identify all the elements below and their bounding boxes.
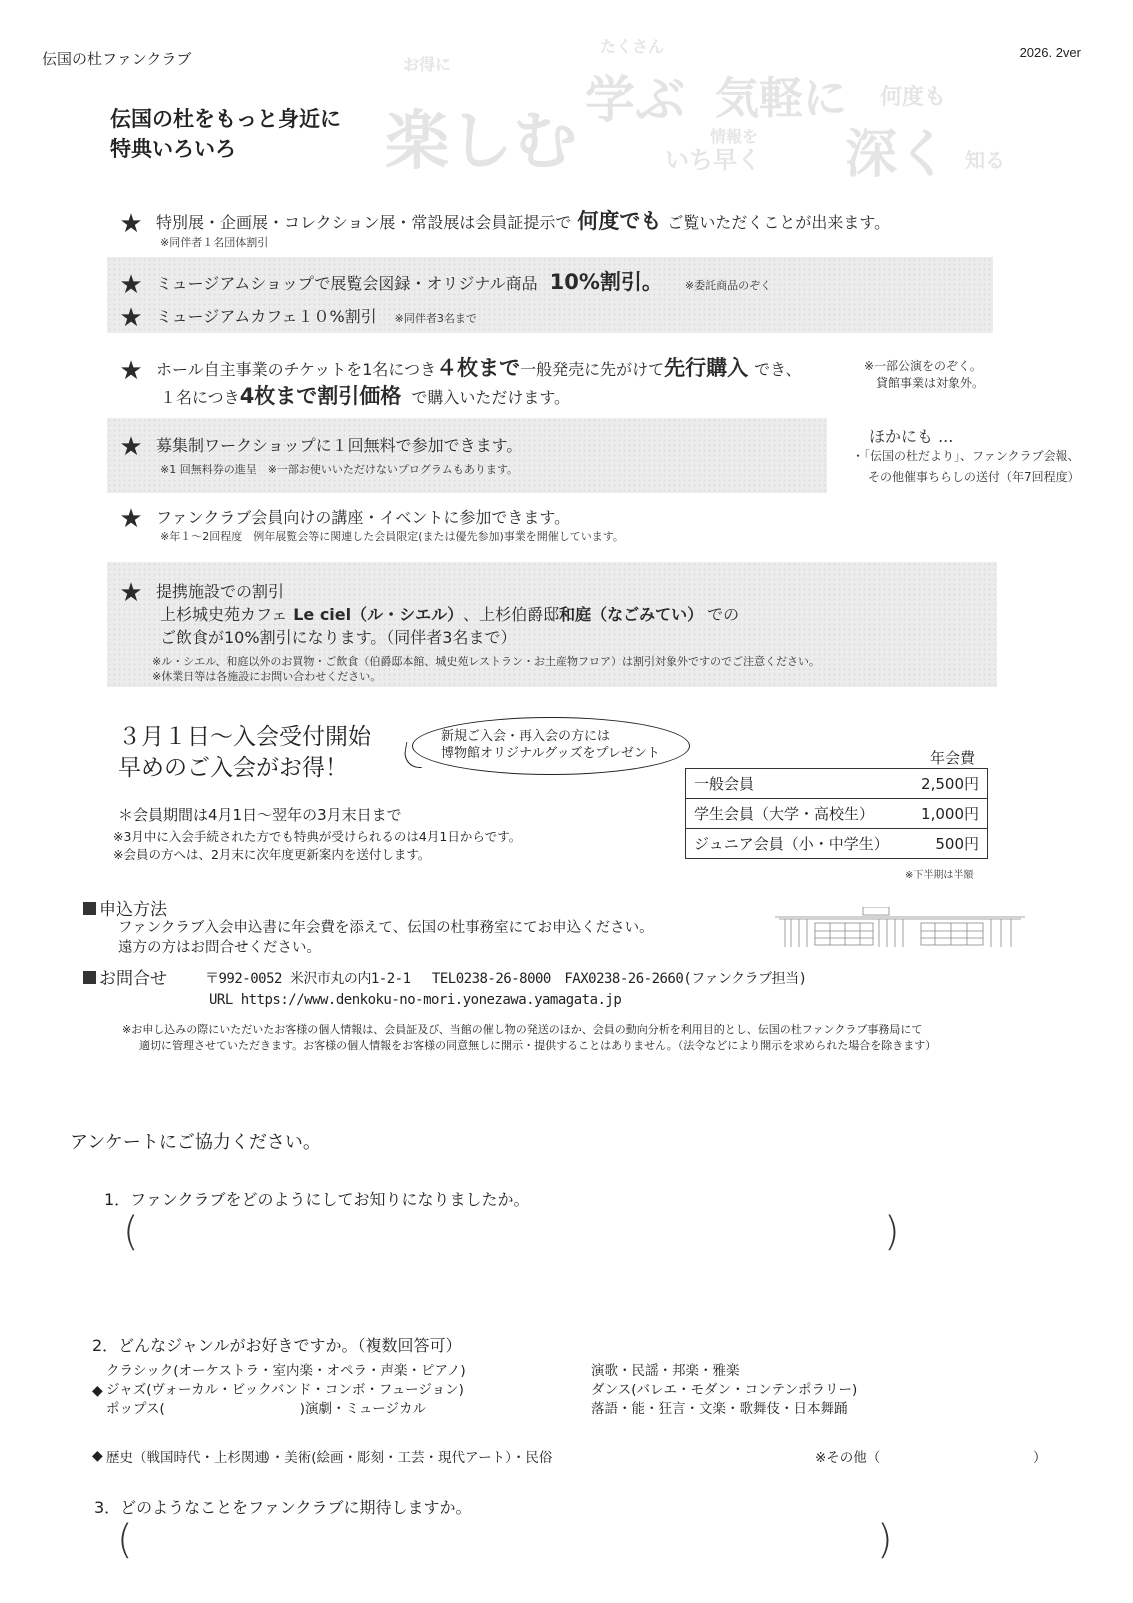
apply-heading	[83, 895, 167, 920]
genre-other-close: ）	[1033, 1450, 1047, 1466]
contact-heading	[83, 964, 167, 989]
benefit-text: 特別展・企画展・コレクション展・常設展は会員証提示で	[156, 213, 572, 232]
fee-row	[686, 799, 988, 829]
star-icon: ★	[119, 504, 143, 534]
genre-options-right[interactable]	[354, 1362, 857, 1419]
genre-option-art[interactable]: ）・美術(絵画・彫刻・工芸・現代アート）・民俗	[264, 1450, 553, 1466]
watermark-text: 気軽に	[715, 73, 847, 124]
apply-line: ファンクラブ入会申込書に年会費を添えて、伝国の杜事務室にてお申込ください。	[118, 920, 654, 936]
privacy-notice	[122, 1022, 1042, 1054]
answer-field-q1[interactable]	[145, 1218, 875, 1254]
answer-paren-close: )	[877, 1517, 893, 1563]
benefit-text: ミュージアムショップで展覧会図録・オリジナル商品	[156, 274, 538, 293]
benefit-text: ご覧いただくことが出来ます。	[667, 213, 891, 232]
benefit-emphasis: 和庭（なごみてい）	[559, 605, 704, 624]
benefit-text: ご飲食が10%割引になります。（同伴者3名まで）	[160, 628, 517, 647]
org-name: 伝国の杜ファンクラブ	[42, 50, 192, 68]
benefit-text: で購入いただけます。	[411, 388, 571, 407]
watermark-text: 情報を	[710, 127, 759, 146]
benefit-item-line	[160, 625, 516, 648]
contact-title: お問合せ	[99, 969, 167, 989]
enrollment-notes	[113, 828, 521, 864]
genre-option[interactable]: ダンス(バレエ・モダン・コンテンポラリー)	[591, 1382, 858, 1398]
fee-title: 年会費	[930, 749, 976, 767]
version-label: 2026. 2ver	[1019, 45, 1081, 60]
other-benefits-title: ほかにも ...	[869, 427, 954, 446]
other-benefits	[852, 428, 1080, 486]
watermark-text: いち早く	[665, 146, 761, 174]
answer-paren-close: )	[884, 1209, 900, 1255]
benefit-note: ※同伴者3名まで	[394, 312, 477, 325]
benefit-note: ※年１～2回程度 例年展覧会等に関連した会員限定(または優先参加)事業を開催しています。	[160, 530, 624, 543]
answer-paren-open: (	[117, 1517, 133, 1563]
genre-option-history[interactable]: 歴史（戦国時代・上杉関連	[106, 1450, 268, 1466]
building-illustration	[775, 907, 1025, 949]
benefit-note: ※休業日等は各施設にお問い合わせください。	[152, 670, 382, 683]
benefit-note: ※同伴者１名団体割引	[160, 236, 269, 249]
membership-period: ＊会員期間は4月1日～翌年の3月末日まで	[118, 806, 402, 824]
apply-line: 遠方の方はお問合せください。	[118, 940, 321, 956]
benefit-text: １名につき	[160, 388, 240, 407]
benefit-item-line2	[160, 380, 570, 410]
benefit-emphasis: ４枚まで	[436, 356, 521, 380]
other-benefits-line: ・「伝国の杜だより」、ファンクラブ会報、	[852, 449, 1080, 463]
fee-label: ジュニア会員（小・中学生）	[686, 829, 909, 859]
answer-paren-open: (	[123, 1209, 139, 1255]
diamond-bullet-icon: ◆	[92, 1383, 103, 1399]
benefit-text: ファンクラブ会員向けの講座・イベントに参加できます。	[156, 508, 571, 527]
headline-line: 伝国の杜をもっと身近に	[110, 107, 341, 131]
benefit-emphasis: 先行購入	[664, 356, 749, 380]
benefit-text: 一般発売に先がけて	[520, 360, 665, 379]
star-icon: ★	[119, 303, 143, 333]
apply-body	[118, 918, 654, 958]
bubble-line: 新規ご入会・再入会の方には	[441, 729, 611, 744]
side-note-line: ※一部公演をのぞく。	[864, 359, 982, 373]
star-icon: ★	[119, 432, 143, 462]
benefit-text: 、上杉伯爵邸	[463, 605, 560, 624]
benefit-text: ホール自主事業のチケットを1名につき	[156, 360, 437, 379]
gift-speech-bubble	[412, 717, 690, 775]
fee-row	[686, 829, 988, 859]
benefit-emphasis: Le ciel（ル・シエル）	[293, 605, 464, 624]
benefit-note: ※1 回無料券の進呈 ※一部お使いいただけないプログラムもあります。	[160, 463, 518, 476]
privacy-line: ※お申し込みの際にいただいたお客様の個人情報は、会員証及び、当館の催し物の発送のほか、会員の動向分析を利用目的とし、伝国の杜ファンクラブ事務局にて	[122, 1023, 923, 1036]
benefit-note: ※ル・シエル、和庭以外のお買物・ご飲食（伯爵邸本館、城史苑レストラン・お土産物フロア）は割引対象外ですのでご注意ください。	[152, 655, 821, 668]
fee-note: ※下半期は半額	[905, 870, 974, 881]
diamond-bullet-icon: ◆	[92, 1448, 103, 1464]
benefit-item	[118, 266, 772, 300]
headline-line: 特典いろいろ	[110, 137, 236, 161]
page-headline	[110, 104, 341, 164]
square-bullet-icon	[83, 971, 96, 984]
star-icon: ★	[119, 356, 143, 386]
fee-label: 学生会員（大学・高校生）	[686, 799, 909, 829]
benefit-item	[118, 430, 523, 462]
benefit-emphasis: 何度でも	[577, 209, 662, 233]
answer-field-q3[interactable]	[140, 1526, 870, 1562]
benefit-item	[118, 502, 571, 534]
enrollment-note: ※会員の方へは、2月末に次年度更新案内を送付します。	[113, 847, 431, 862]
fee-table	[685, 768, 988, 859]
genre-option[interactable]: ジャズ(ヴォーカル・ビックバンド・コンボ・フュージョン)	[106, 1382, 464, 1398]
watermark-text: 学ぶ	[585, 71, 685, 129]
genre-option[interactable]: 落語・能・狂言・文楽・歌舞伎・日本舞踊	[591, 1401, 848, 1417]
watermark-text: お得に	[403, 55, 452, 74]
cta-line: 早めのご入会がお得！	[118, 755, 348, 781]
square-bullet-icon	[83, 902, 96, 915]
survey-question-1: 1．ファンクラブをどのようにしてお知りになりましたか。	[104, 1190, 530, 1209]
survey-question-3: 3．どのようなことをファンクラブに期待しますか。	[94, 1498, 472, 1517]
watermark-text: 何度も	[880, 85, 947, 110]
fee-amount: 1,000円	[909, 799, 988, 829]
side-note-line: 貸館事業は対象外。	[876, 376, 985, 390]
survey-question-2: 2．どんなジャンルがお好きですか。（複数回答可）	[92, 1336, 462, 1355]
benefit-item	[118, 576, 285, 608]
benefit-text: 募集制ワークショップに１回無料で参加できます。	[156, 436, 523, 455]
survey-title: アンケートにご協力ください。	[70, 1132, 321, 1153]
fee-amount: 2,500円	[921, 775, 979, 793]
fee-label: 一般会員	[694, 775, 755, 793]
benefit-text: 上杉城史苑カフェ	[160, 605, 288, 624]
star-icon: ★	[119, 578, 143, 608]
watermark-text: 楽しむ	[385, 105, 577, 179]
bubble-line: 博物館オリジナルグッズをプレゼント	[441, 746, 660, 761]
enrollment-cta	[118, 722, 371, 784]
fee-amount: 500円	[909, 829, 988, 859]
benefit-text: ミュージアムカフェ１０%割引	[156, 307, 377, 326]
watermark-text: 知る	[965, 148, 1005, 172]
benefit-item-line	[160, 602, 739, 625]
privacy-line: 適切に管理させていただきます。お客様の個人情報をお客様の同意無しに開示・提供することはありません。（法令などにより開示を求められた場合を除きます）	[139, 1039, 937, 1052]
benefit-item	[118, 205, 891, 239]
star-icon: ★	[119, 270, 143, 300]
genre-option[interactable]: ポップス( )演劇・ミュージカル	[106, 1401, 426, 1417]
enrollment-note: ※3月中に入会手続された方でも特典が受けられるのは4月1日からです。	[113, 829, 522, 844]
fee-row	[686, 769, 988, 799]
benefit-emphasis: 10%割引。	[549, 270, 663, 294]
watermark-text: たくさん	[600, 37, 665, 56]
website-url[interactable]: URL https://www.denkoku-no-mori.yonezawa.yamagata.jp	[209, 992, 622, 1008]
genre-option[interactable]: 演歌・民謡・邦楽・雅楽	[591, 1363, 740, 1379]
genre-option-other[interactable]: ※その他（	[815, 1450, 881, 1466]
benefit-text: 提携施設での割引	[156, 582, 285, 601]
benefit-text: でき、	[754, 360, 802, 379]
benefit-emphasis: 4枚まで割引価格	[239, 384, 402, 408]
watermark-text: 深く	[845, 125, 950, 185]
ticket-side-note	[864, 358, 984, 392]
benefit-text: での	[707, 605, 740, 624]
benefit-item	[118, 352, 802, 386]
cta-line: ３月１日～入会受付開始	[118, 724, 371, 750]
star-icon: ★	[119, 209, 143, 239]
apply-title: 申込方法	[99, 900, 167, 920]
benefit-item	[118, 301, 477, 333]
contact-address: 〒992-0052 米沢市丸の内1-2-1 TEL0238-26-8000 FAX0238-26-2660(ファンクラブ担当)	[205, 971, 807, 987]
benefit-note: ※委託商品のぞく	[684, 279, 772, 292]
other-benefits-line: その他催事ちらしの送付（年7回程度）	[868, 470, 1080, 484]
genre-option[interactable]: クラシック(オーケストラ・室内楽・オペラ・声楽・ピアノ)	[106, 1363, 466, 1379]
